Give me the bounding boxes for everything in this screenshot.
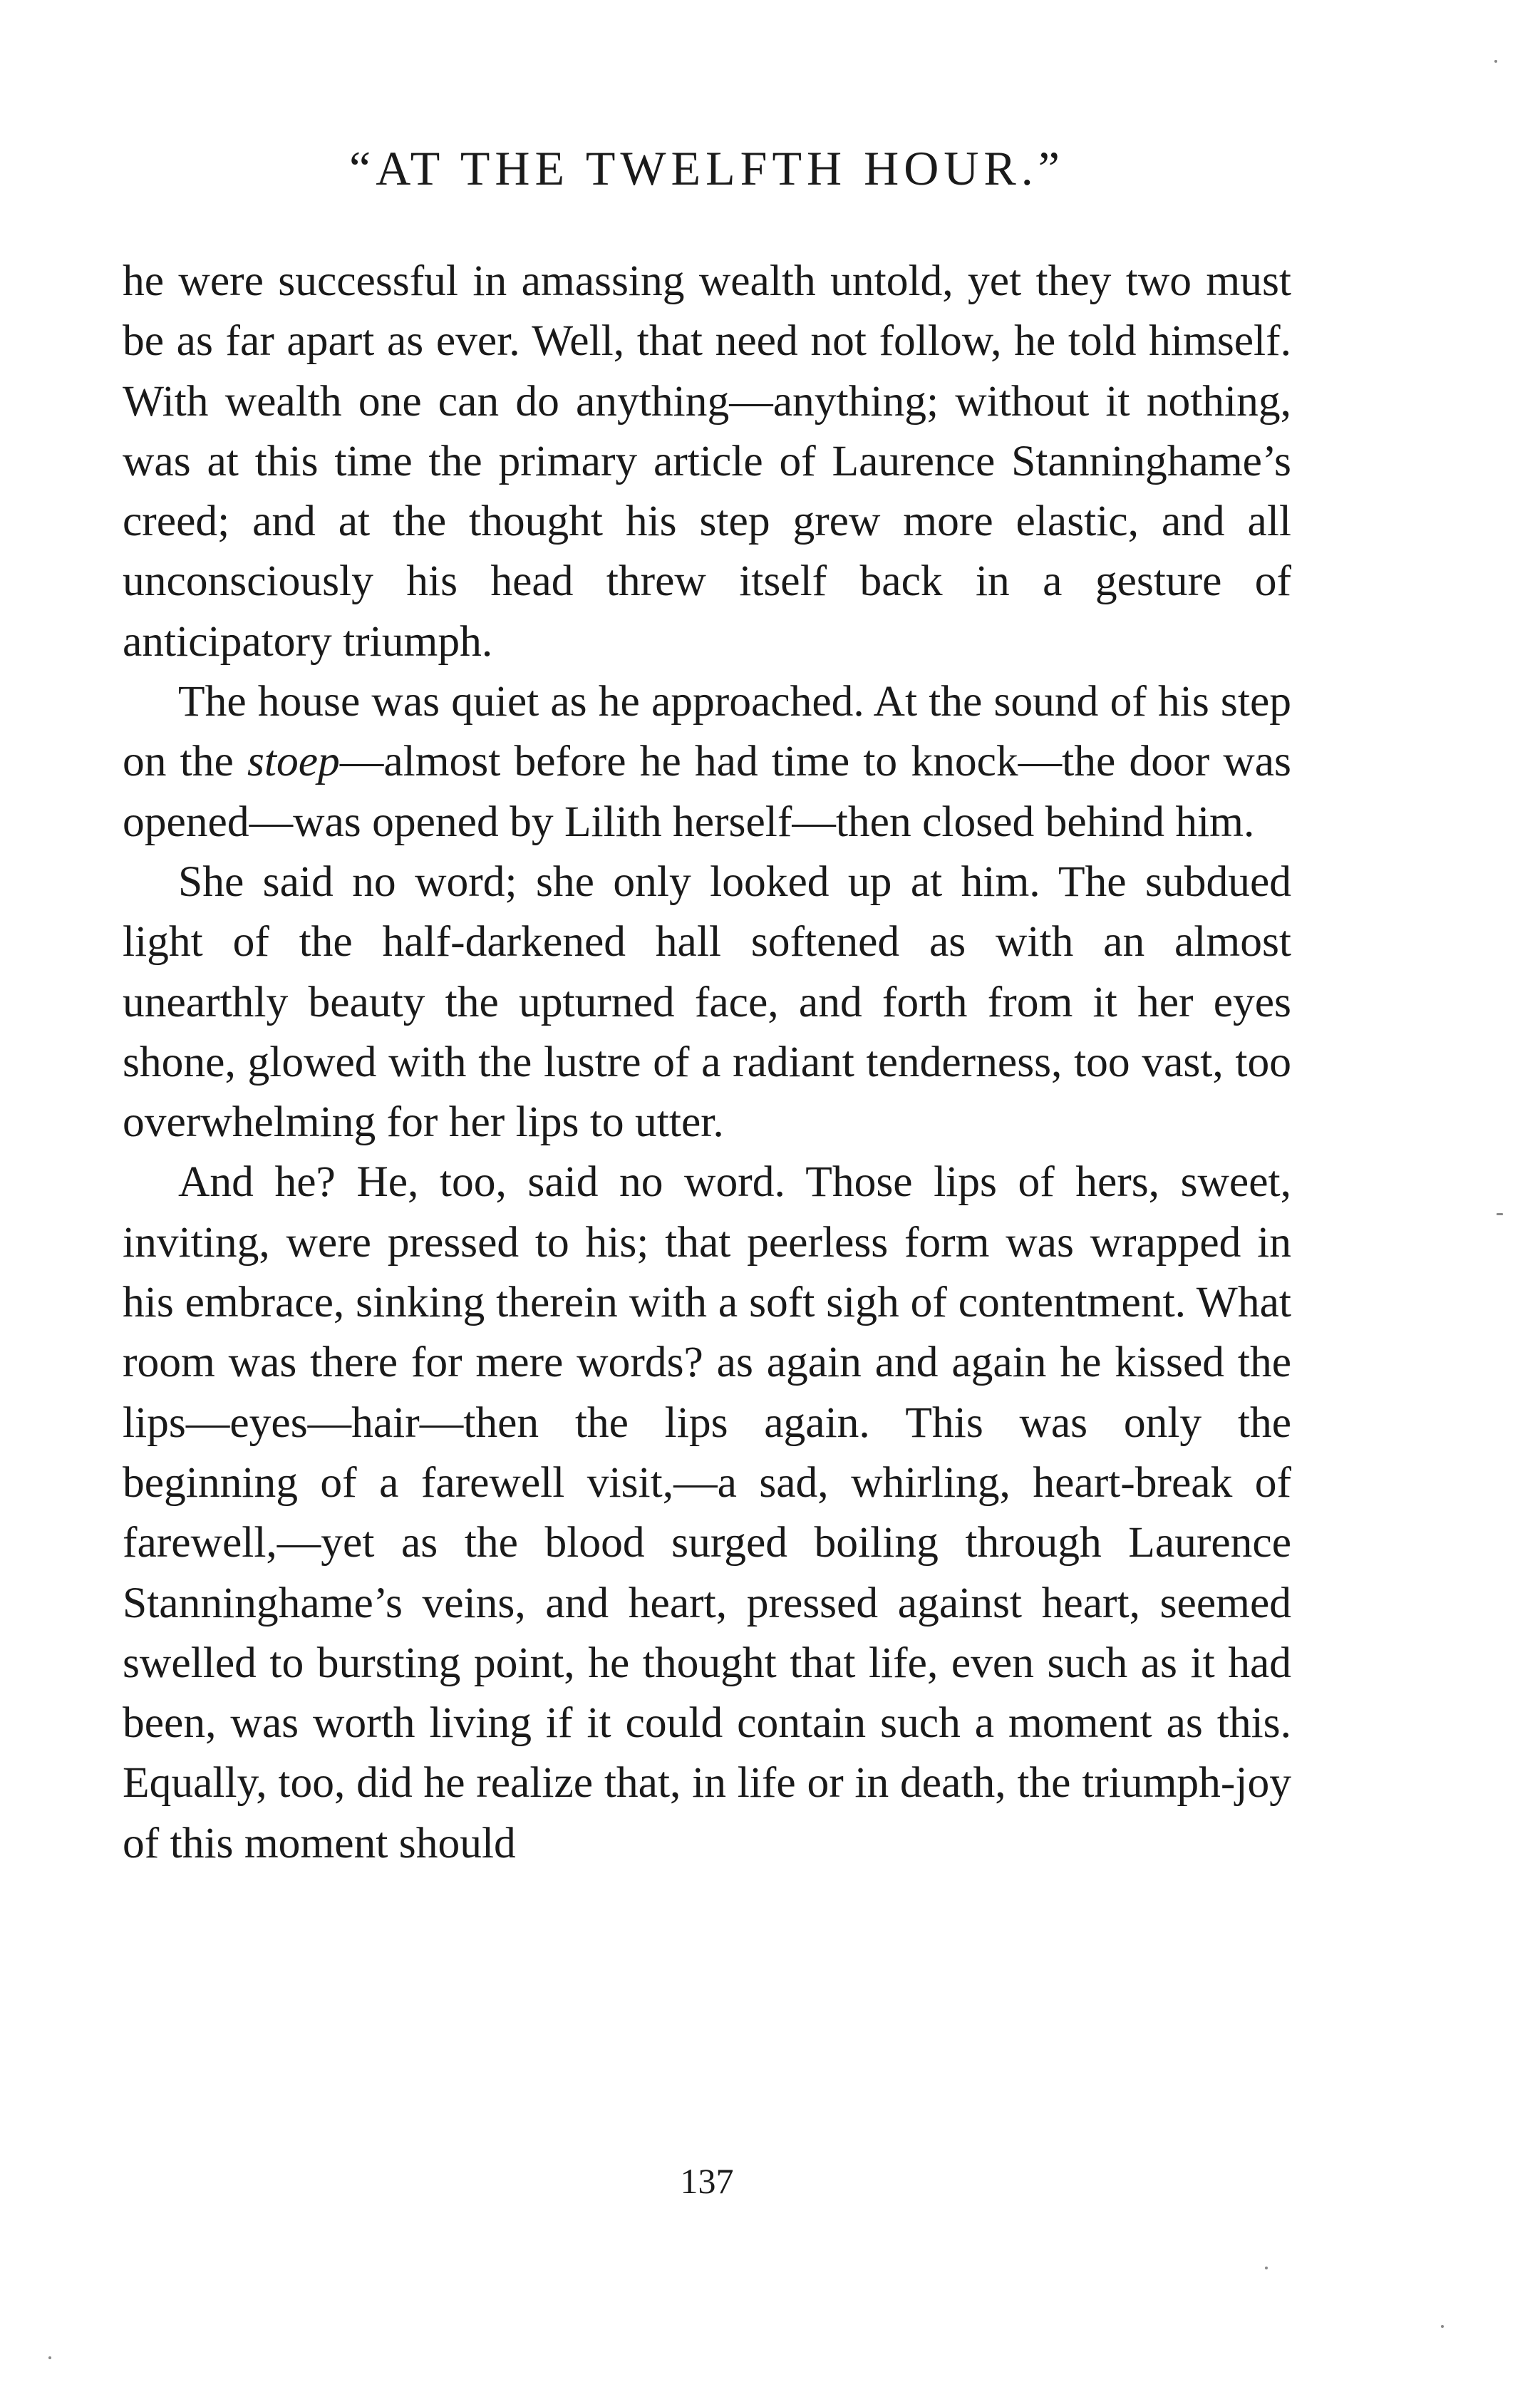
page-number: 137 — [680, 2161, 734, 2201]
running-head: “AT THE TWELFTH HOUR.” — [349, 141, 1065, 195]
scan-speck — [48, 2356, 51, 2359]
paragraph-text: —almost before he had time to knock—the door was opened—was opened by Lilith herself—then closed behind him. — [123, 737, 1291, 846]
paragraph — [123, 251, 1291, 671]
paragraph-text: he were successful in amassing wealth untold, yet they two must be as far apart as ever. Well, that need not follow, he told himself. With wealth one can do anything—anything; without it nothing, was at this time the primary article of Laurence Stanninghame’s creed; and at the thought his step grew more elastic, and all unconsciously his head threw itself back in a gesture of anticipatory triumph. — [123, 257, 1291, 666]
body-text — [123, 251, 1291, 1873]
paragraph-text: She said no word; she only looked up at him. The subdued light of the half-darkened hall softened as with an almost unearthly beauty the upturned face, and forth from it her eyes shone, glowed with the lustre of a radiant tenderness, too vast, too overwhelming for her lips to utter. — [123, 857, 1291, 1147]
paragraph — [123, 1152, 1291, 1873]
paragraph — [123, 671, 1291, 852]
paragraph — [123, 852, 1291, 1152]
scan-speck — [1494, 60, 1497, 63]
scan-speck — [1441, 2325, 1444, 2328]
scan-speck — [1497, 1213, 1503, 1215]
paragraph-text: And he? He, too, said no word. Those lips of hers, sweet, inviting, were pressed to his; that peerless form was wrapped in his embrace, sinking therein with a soft sigh of contentment. What room was there for mere words? as again and again he kissed the lips—eyes—hair—then the lips again. This was only the beginning of a farewell visit,—a sad, whirling, heart-break of farewell,—yet as the blood surged boiling through Laurence Stanninghame’s veins, and heart, pressed against heart, seemed swelled to bursting point, he thought that life, even such as it had been, was worth living if it could contain such a moment as this. Equally, too, did he realize that, in life or in death, the triumph-joy of this moment should — [123, 1158, 1291, 1867]
scan-speck — [1265, 2267, 1268, 2269]
paragraph-text: The house was quiet as he approached. At the sound of his step on the — [123, 677, 1291, 786]
italic-word: stoep — [247, 737, 340, 786]
